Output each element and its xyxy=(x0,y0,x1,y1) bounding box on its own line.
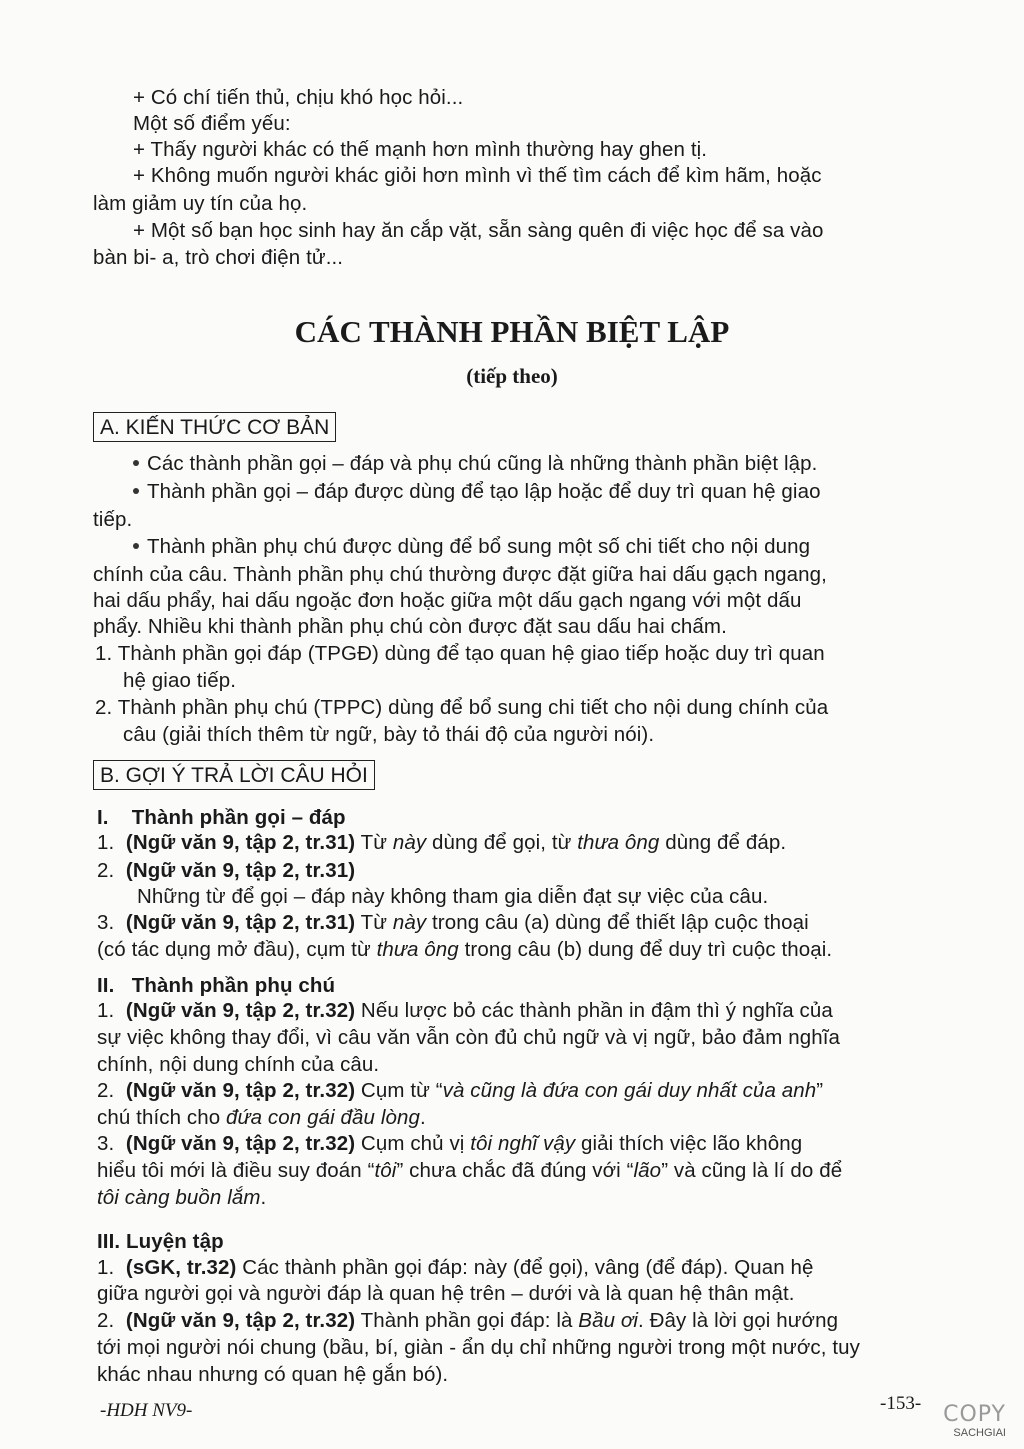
section-a-bullet-3-line-4: phẩy. Nhiều khi thành phần phụ chú còn được đặt sau dấu hai chấm. xyxy=(93,615,727,638)
section-a-bullet-3-line-2: chính của câu. Thành phần phụ chú thường được đặt giữa hai dấu gạch ngang, xyxy=(93,563,827,586)
part-ii-item-1-line-2: sự việc không thay đổi, vì câu văn vẫn còn đủ chủ ngữ và vị ngữ, bảo đảm nghĩa xyxy=(97,1026,840,1049)
intro-line-7: bàn bi- a, trò chơi điện tử... xyxy=(93,246,344,269)
intro-line-3: + Thấy người khác có thế mạnh hơn mình thường hay ghen tị. xyxy=(133,138,708,161)
part-iii-heading: III. Luyện tập xyxy=(97,1230,224,1253)
section-a-bullet-3 xyxy=(133,534,810,560)
watermark-logo xyxy=(943,1402,1006,1439)
intro-line-6: + Một số bạn học sinh hay ăn cắp vặt, sẵn sàng quên đi việc học để sa vào xyxy=(133,219,824,242)
part-i-item-2: 2. (Ngữ văn 9, tập 2, tr.31) xyxy=(97,859,356,882)
section-b-heading: B. GỢI Ý TRẢ LỜI CÂU HỎI xyxy=(93,760,375,790)
part-i-item-2-text: Những từ để gọi – đáp này không tham gia diễn đạt sự việc của câu. xyxy=(137,885,769,908)
part-iii-item-2-line-2: tới mọi người nói chung (bầu, bí, giàn - ẩn dụ chỉ những người trong một nước, tuy xyxy=(97,1336,861,1359)
page-number: -153- xyxy=(880,1393,922,1414)
intro-line-1: + Có chí tiến thủ, chịu khó học hỏi... xyxy=(133,86,464,109)
page-title: CÁC THÀNH PHẦN BIỆT LẬP xyxy=(294,314,730,349)
section-a-item-2-cont: câu (giải thích thêm từ ngữ, bày tỏ thái độ của người nói). xyxy=(123,723,655,746)
intro-line-5: làm giảm uy tín của họ. xyxy=(93,192,308,215)
part-ii-item-1-line-3: chính, nội dung chính của câu. xyxy=(97,1053,380,1076)
bullet-text: Thành phần phụ chú được dùng để bổ sung một số chi tiết cho nội dung xyxy=(147,535,811,558)
part-ii-item-2-line-2: chú thích cho đứa con gái đầu lòng. xyxy=(97,1106,426,1129)
section-a-bullet-2-cont: tiếp. xyxy=(93,508,133,531)
bullet-text: Thành phần gọi – đáp được dùng để tạo lập hoặc để duy trì quan hệ giao xyxy=(147,480,821,503)
part-ii-item-3: 3. (Ngữ văn 9, tập 2, tr.32) Cụm chủ vị tôi nghĩ vậy giải thích việc lão không xyxy=(97,1132,803,1155)
part-iii-item-2: 2. (Ngữ văn 9, tập 2, tr.32) Thành phần gọi đáp: là Bầu ơi. Đây là lời gọi hướng xyxy=(97,1309,839,1332)
bullet-icon xyxy=(133,543,139,549)
bullet-icon xyxy=(133,460,139,466)
section-a-item-1-cont: hệ giao tiếp. xyxy=(123,669,236,692)
part-iii-item-2-line-3: khác nhau nhưng có quan hệ gắn bó). xyxy=(97,1363,449,1386)
part-ii-item-2: 2. (Ngữ văn 9, tập 2, tr.32) Cụm từ “và cũng là đứa con gái duy nhất của anh” xyxy=(97,1079,824,1102)
part-iii-item-1: 1. (sGK, tr.32) Các thành phần gọi đáp: này (để gọi), vâng (để đáp). Quan hệ xyxy=(97,1256,814,1279)
page-subtitle: (tiếp theo) xyxy=(466,364,558,388)
watermark-line-2: SACHGIAI xyxy=(953,1427,1006,1439)
part-ii-item-3-line-2: hiểu tôi mới là điều suy đoán “tôi” chưa chắc đã đúng với “lão” và cũng là lí do để xyxy=(97,1159,843,1182)
section-a-bullet-2 xyxy=(133,479,821,505)
section-a-bullet-3-line-3: hai dấu phẩy, hai dấu ngoặc đơn hoặc giữa một dấu gạch ngang với một dấu xyxy=(93,589,802,612)
watermark-line-1: COPY xyxy=(943,1402,1006,1427)
part-iii-item-1-line-2: giữa người gọi và người đáp là quan hệ trên – dưới và là quan hệ thân mật. xyxy=(97,1282,795,1305)
section-a-item-2: 2. Thành phần phụ chú (TPPC) dùng để bổ sung chi tiết cho nội dung chính của xyxy=(95,696,829,719)
intro-line-4: + Không muốn người khác giỏi hơn mình vì thế tìm cách để kìm hãm, hoặc xyxy=(133,164,822,187)
section-a-item-1: 1. Thành phần gọi đáp (TPGĐ) dùng để tạo quan hệ giao tiếp hoặc duy trì quan xyxy=(95,642,825,665)
part-i-item-1: 1. (Ngữ văn 9, tập 2, tr.31) Từ này dùng để gọi, từ thưa ông dùng để đáp. xyxy=(97,831,787,854)
part-i-item-3-line-2: (có tác dụng mở đầu), cụm từ thưa ông trong câu (b) dung để duy trì cuộc thoại. xyxy=(97,938,833,961)
bullet-text: Các thành phần gọi – đáp và phụ chú cũng là những thành phần biệt lập. xyxy=(147,452,818,475)
section-a-bullet-1 xyxy=(133,451,817,477)
part-ii-item-3-line-3: tôi càng buồn lắm. xyxy=(97,1186,267,1209)
section-a-heading: A. KIẾN THỨC CƠ BẢN xyxy=(93,412,336,442)
part-i-heading: I. Thành phần gọi – đáp xyxy=(97,806,346,829)
part-ii-heading: II. Thành phần phụ chú xyxy=(97,974,336,997)
part-ii-item-1: 1. (Ngữ văn 9, tập 2, tr.32) Nếu lược bỏ các thành phần in đậm thì ý nghĩa của xyxy=(97,999,833,1022)
intro-line-2: Một số điểm yếu: xyxy=(133,112,291,135)
bullet-icon xyxy=(133,488,139,494)
footer-left: -HDH NV9- xyxy=(100,1400,193,1421)
part-i-item-3: 3. (Ngữ văn 9, tập 2, tr.31) Từ này trong câu (a) dùng để thiết lập cuộc thoại xyxy=(97,911,809,934)
